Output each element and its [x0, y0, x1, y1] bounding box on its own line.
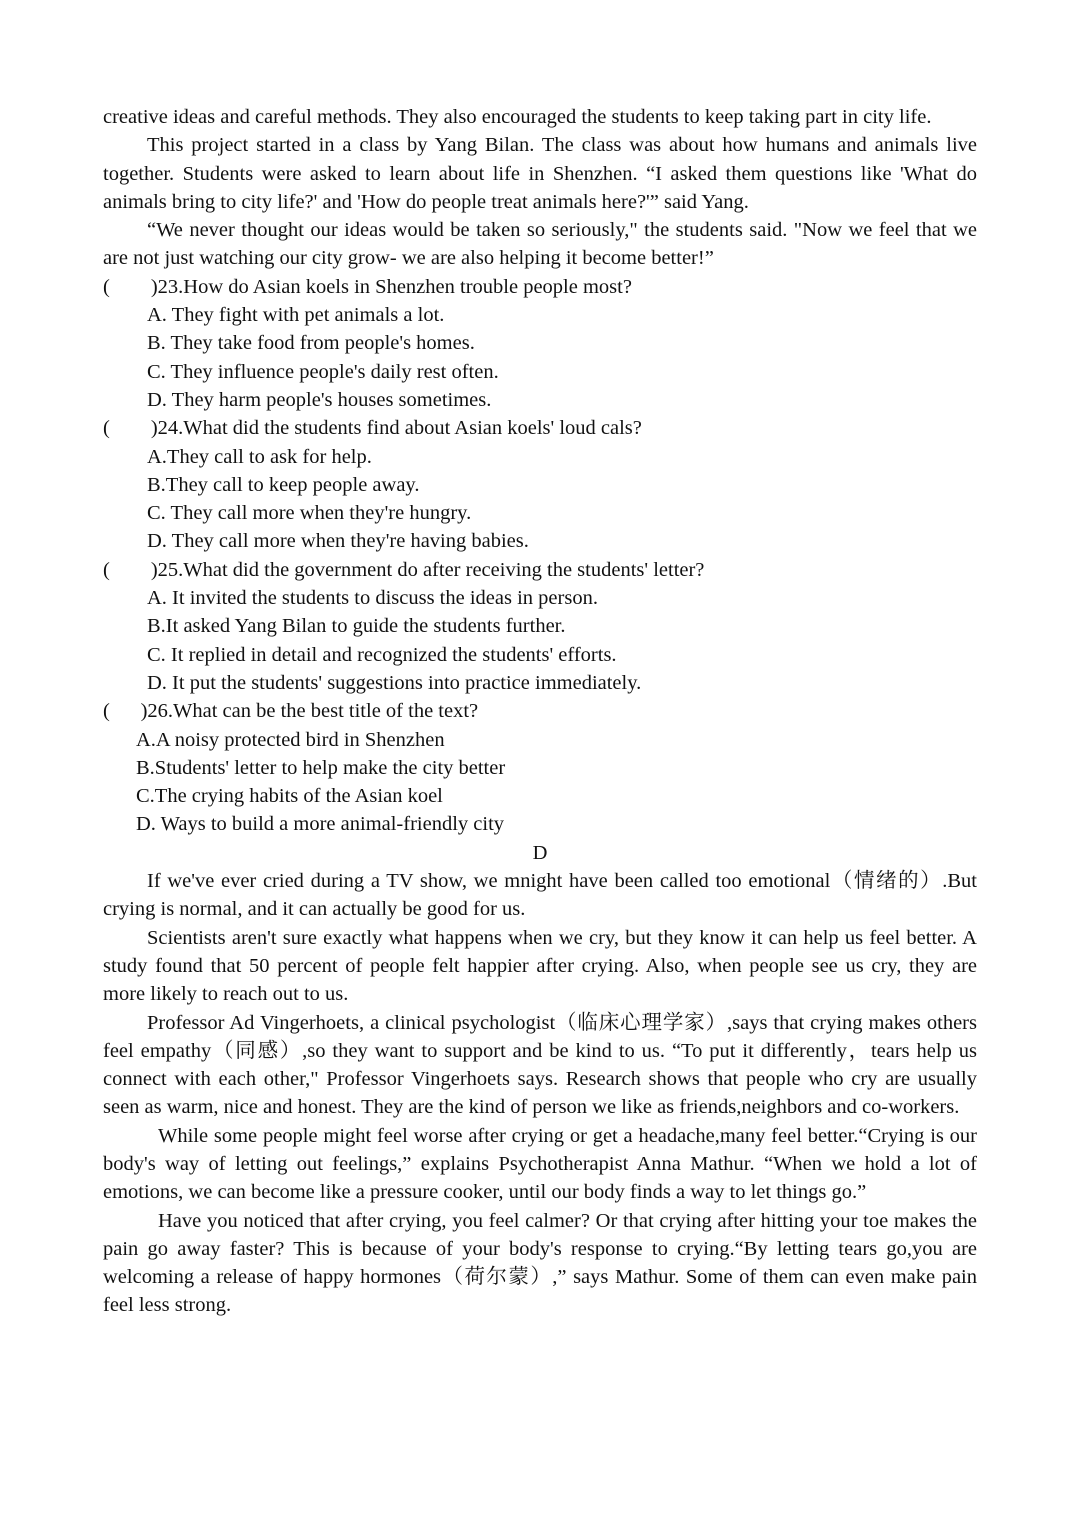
option-d: D. It put the students' suggestions into practice immediately. [147, 671, 642, 694]
option-b: B.Students' letter to help make the city better [136, 756, 506, 779]
option-b: B.They call to keep people away. [147, 473, 420, 496]
question-stem: ( )24.What did the students find about Asian koels' loud cals? [103, 417, 642, 440]
option-d: D. They call more when they're having babies. [147, 530, 529, 553]
option-d: D. Ways to build a more animal-friendly city [136, 813, 505, 836]
option-a: A. They fight with pet animals a lot. [147, 304, 445, 327]
answer-blank[interactable]: ( ) [103, 700, 148, 723]
option-c: C. It replied in detail and recognized the students' efforts. [147, 643, 617, 666]
option-d: D. They harm people's houses sometimes. [147, 388, 492, 411]
passage-d-paragraph-4: While some people might feel worse after crying or get a headache,many feel better.“Crying is our body's way of letting out feelings,” explains Psychotherapist Anna Mathur. “When we hold a lot of emotions, we can become like a pressure cooker, until our body finds a way to let things go.” [103, 1124, 977, 1204]
passage-c-paragraph-3: “We never thought our ideas would be taken so seriously," the students said. "Now we feel that we are not just watching our city grow- we are also helping it become better!” [103, 219, 977, 270]
question-23 [103, 273, 977, 414]
question-24 [103, 414, 977, 555]
option-a: A.They call to ask for help. [147, 445, 372, 468]
option-c: C.The crying habits of the Asian koel [136, 785, 443, 808]
option-b: B. They take food from people's homes. [147, 332, 475, 355]
passage-d-paragraph-2: Scientists aren't sure exactly what happens when we cry, but they know it can help us feel better. A study found that 50 percent of people felt happier after crying. Also, when people see us cry, they are more likely to reach out to us. [103, 926, 977, 1006]
option-a: A.A noisy protected bird in Shenzhen [136, 728, 445, 751]
passage-c-paragraph-2: This project started in a class by Yang Bilan. The class was about how humans and animals live together. Students were asked to learn about life in Shenzhen. “I asked them questions like 'What do animals bring to city life?' and 'How do people treat animals here?'” said Yang. [103, 134, 977, 213]
question-stem: ( )25.What did the government do after receiving the students' letter? [103, 558, 705, 581]
passage-c-paragraph-end: creative ideas and careful methods. They also encouraged the students to keep taking part in city life. [103, 106, 932, 128]
exam-page [103, 103, 977, 1320]
option-a: A. It invited the students to discuss the ideas in person. [147, 587, 598, 610]
answer-blank[interactable]: ( ) [103, 558, 158, 581]
answer-blank[interactable]: ( ) [103, 275, 158, 298]
passage-d-paragraph-5: Have you noticed that after crying, you feel calmer? Or that crying after hitting your toe makes the pain go away faster? This is because of your body's response to crying.“By letting tears go,you are welcoming a release of happy hormones（荷尔蒙）,” says Mathur. Some of them can even make pain feel less strong. [103, 1209, 977, 1317]
option-c: C. They influence people's daily rest often. [147, 360, 499, 383]
section-heading-d: D [532, 841, 548, 864]
option-c: C. They call more when they're hungry. [147, 502, 472, 525]
question-25 [103, 556, 977, 697]
passage-d-paragraph-1: If we've ever cried during a TV show, we mnight have been called too emotional（情绪的）.But crying is normal, and it can actually be good for us. [103, 870, 977, 921]
question-26 [103, 697, 977, 838]
answer-blank[interactable]: ( ) [103, 417, 158, 440]
passage-d-paragraph-3: Professor Ad Vingerhoets, a clinical psychologist（临床心理学家）,says that crying makes others feel empathy（同感）,so they want to support and be kind to us. “To put it differently，tears help us connect with each other," Professor Vingerhoets says. Research shows that people who cry are usually seen as warm, nice and honest. They are the kind of person we like as friends,neighbors and co-workers. [103, 1011, 977, 1119]
question-stem: ( )23.How do Asian koels in Shenzhen trouble people most? [103, 275, 632, 298]
option-b: B.It asked Yang Bilan to guide the students further. [147, 615, 566, 638]
question-stem: ( )26.What can be the best title of the text? [103, 700, 479, 723]
